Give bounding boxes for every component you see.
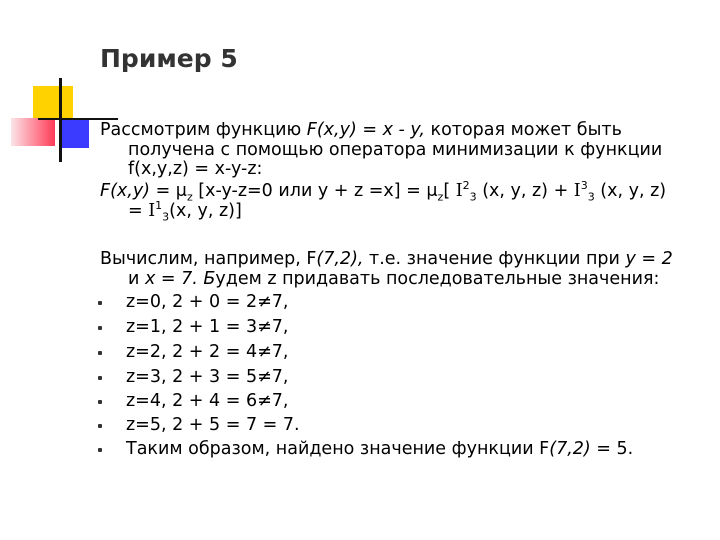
superscript: 2	[462, 179, 470, 193]
intro-line-2: получена с помощью оператора минимизации к функции	[128, 140, 663, 160]
bullet	[98, 326, 102, 330]
function-args: (7,2),	[316, 249, 364, 269]
bullet	[98, 376, 102, 380]
intro-line-3: f(x,y,z) = x-y-z:	[128, 159, 263, 179]
text: [	[443, 181, 456, 201]
step-text: z=3, 2 + 3 = 5≠7,	[126, 367, 289, 387]
text: удем z придавать последовательные значения:	[215, 269, 660, 289]
function-args: (7,2) =	[549, 439, 617, 459]
projection-symbol: I	[148, 201, 156, 221]
subscript: 3	[162, 210, 170, 224]
yellow-square	[33, 86, 73, 120]
bullet	[98, 351, 102, 355]
bullet	[98, 301, 102, 305]
text: (x, y, z) +	[476, 181, 574, 201]
compute-line-1	[100, 250, 673, 269]
step-text: z=1, 2 + 1 = 3≠7,	[126, 317, 289, 337]
function-expr: F(x,y) = x - y,	[306, 120, 425, 140]
text: и	[128, 269, 145, 289]
subscript: 3	[469, 190, 477, 204]
bullet	[98, 448, 102, 452]
subscript: z	[186, 190, 193, 204]
text: Вычислим, например, F	[100, 249, 317, 269]
projection-symbol: I	[455, 181, 463, 201]
step-text: z=4, 2 + 4 = 6≠7,	[126, 391, 289, 411]
red-gradient-square	[11, 118, 55, 146]
formula-line-2	[128, 199, 242, 224]
text: Рассмотрим функцию	[100, 120, 307, 140]
step-text: z=0, 2 + 0 = 2≠7,	[126, 292, 289, 312]
function-expr: F(x,y)	[100, 181, 150, 201]
text: (x, y, z)]	[169, 201, 242, 221]
text: т.е. значение функции при	[363, 249, 626, 269]
text: = μ	[150, 181, 187, 201]
superscript: 1	[155, 199, 163, 213]
slide-title: Пример 5	[100, 44, 238, 73]
superscript: 3	[580, 179, 588, 193]
formula-line-1	[100, 179, 667, 204]
text: [x-y-z=0 или y + z =x] = μ	[192, 181, 438, 201]
compute-line-2	[128, 270, 659, 289]
projection-symbol: I	[573, 181, 581, 201]
step-text: z=2, 2 + 2 = 4≠7,	[126, 342, 289, 362]
result-value: 5.	[616, 439, 634, 459]
step-text: z=5, 2 + 5 = 7 = 7.	[126, 415, 300, 435]
bullet	[98, 400, 102, 404]
vertical-line	[59, 78, 62, 162]
value-expr: x = 7. Б	[144, 269, 216, 289]
text: которая может быть	[424, 120, 622, 140]
subscript: z	[437, 190, 444, 204]
text: =	[128, 201, 149, 221]
intro-line-1	[100, 121, 622, 140]
subscript: 3	[587, 190, 595, 204]
text: Таким образом, найдено значение функции F	[126, 439, 550, 459]
value-expr: y = 2	[625, 249, 673, 269]
conclusion-text	[126, 440, 633, 459]
blue-square	[59, 118, 89, 148]
text: (x, y, z)	[594, 181, 667, 201]
bullet	[98, 424, 102, 428]
